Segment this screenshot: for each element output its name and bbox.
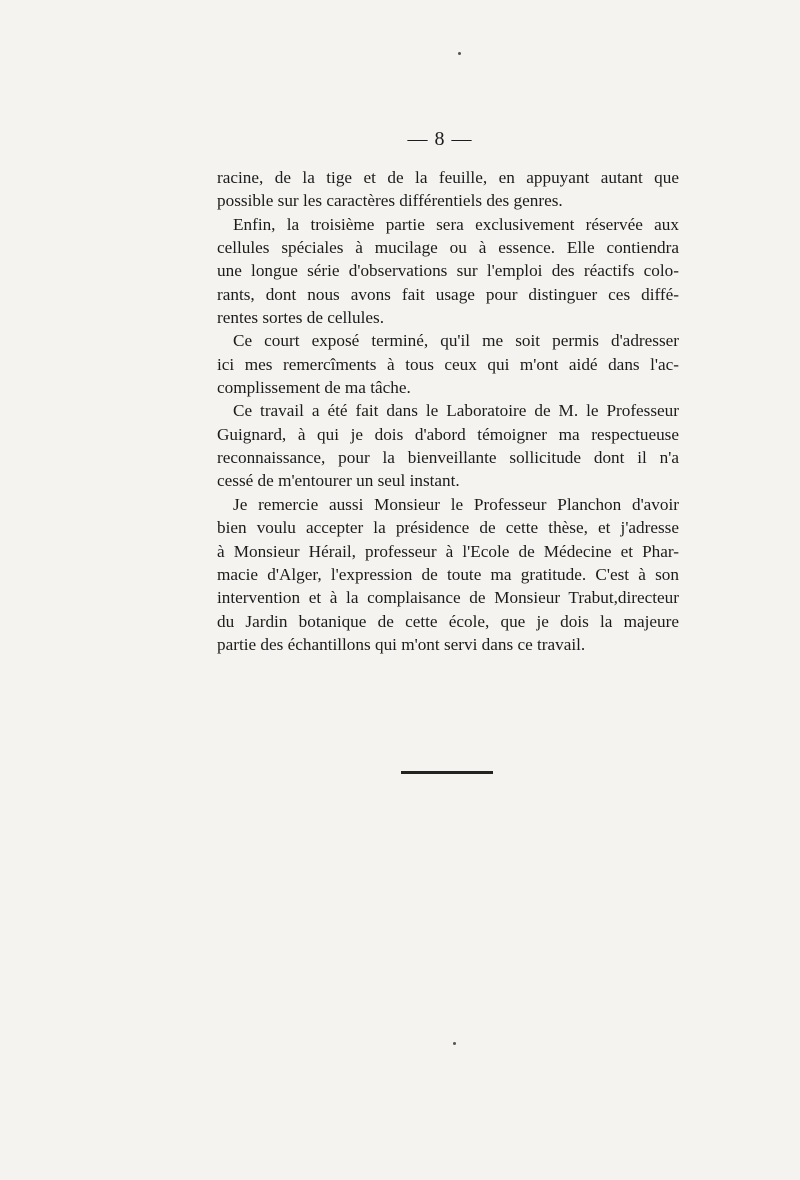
text-line: racine, de la tige et de la feuille, en appuyant autant que [217,168,679,187]
text-line: du Jardin botanique de cette école, que je dois la majeure [217,611,679,631]
text-line: Ce travail a été fait dans le Laboratoire de M. le Professeur [233,401,679,421]
text-line: ici mes remercîments à tous ceux qui m'ont aidé dans l'ac- [217,354,679,374]
text-line: Enfin, la troisième partie sera exclusivement réservée aux [233,214,679,234]
text-line: Ce court exposé terminé, qu'il me soit permis d'adresser [233,331,679,351]
text-line: possible sur les caractères différentiels des genres. [217,191,563,211]
text-line: complissement de ma tâche. [217,378,411,398]
text-line: une longue série d'observations sur l'emploi des réactifs colo- [217,261,679,281]
text-line: rants, dont nous avons fait usage pour distinguer ces diffé- [217,284,679,304]
text-line: cessé de m'entourer un seul instant. [217,471,460,491]
text-line: reconnaissance, pour la bienveillante sollicitude dont il n'a [217,448,679,468]
paper-speck [453,1042,456,1045]
text-line: à Monsieur Hérail, professeur à l'Ecole de Médecine et Phar- [217,541,679,561]
paper-speck [458,52,461,55]
text-line: macie d'Alger, l'expression de toute ma gratitude. C'est à son [217,564,679,584]
body-text [217,166,679,656]
text-line: intervention et à la complaisance de Monsieur Trabut,directeur [217,588,679,608]
text-line: rentes sortes de cellules. [217,308,385,328]
text-line: cellules spéciales à mucilage ou à essence. Elle contiendra [217,238,679,258]
text-line: Je remercie aussi Monsieur le Professeur Planchon d'avoir [233,494,679,514]
text-line: Guignard, à qui je dois d'abord témoigner ma respectueuse [217,424,679,444]
closing-rule [401,771,493,774]
page-number: — 8 — [407,128,473,150]
text-line: bien voulu accepter la présidence de cette thèse, et j'adresse [217,518,679,538]
text-line: partie des échantillons qui m'ont servi dans ce travail. [217,634,586,654]
